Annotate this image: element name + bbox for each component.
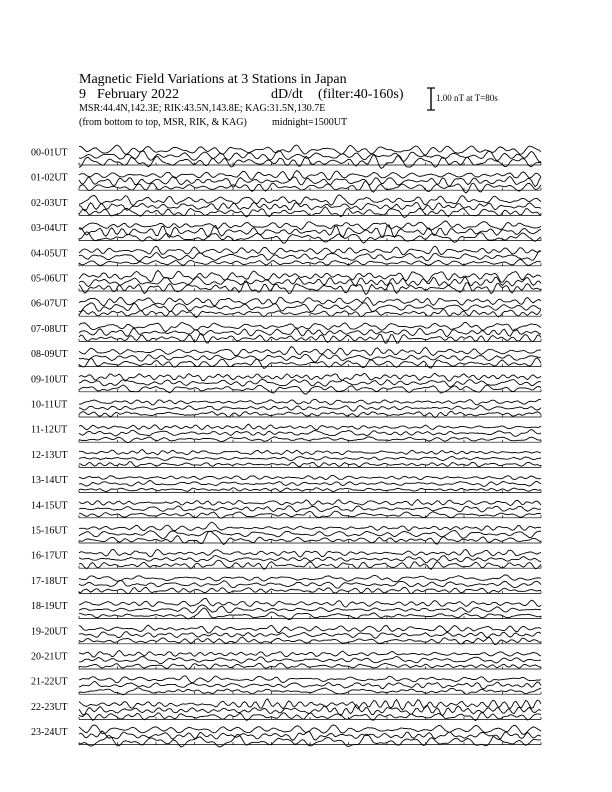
trace-kag [79,145,541,155]
hour-row [31,145,541,168]
trace-kag [79,475,541,479]
trace-kag [79,424,541,430]
trace-kag [79,399,541,405]
trace-rik [79,328,541,337]
trace-kag [79,625,541,633]
hour-row [31,650,541,669]
trace-rik [79,151,541,162]
hour-label: 08-09UT [31,349,68,361]
trace-kag [79,297,541,306]
trace-rik [79,202,541,211]
hour-label: 06-07UT [31,298,68,310]
hour-row [31,699,541,721]
hour-row [31,399,541,417]
trace-rik [79,657,541,664]
trace-rik [79,632,541,639]
trace-kag [79,650,541,657]
hour-row [31,450,541,468]
scale-bar-label: 1.00 nT at T=80s [436,93,498,103]
trace-rik [79,277,541,287]
minute-ticks [79,742,541,745]
minute-ticks [79,238,541,241]
hour-label: 13-14UT [31,475,68,487]
hour-row [31,475,541,493]
minute-ticks [79,591,541,594]
hour-label: 18-19UT [31,601,68,613]
trace-rik [79,681,541,689]
trace-rik [79,303,541,312]
trace-kag [79,195,541,206]
hour-label: 00-01UT [31,147,68,159]
trace-rik [79,456,541,461]
minute-ticks [79,465,541,468]
trace-kag [79,450,541,455]
trace-kag [79,499,541,505]
hour-label: 22-23UT [31,701,68,713]
hour-label: 07-08UT [31,323,68,335]
hour-row [31,373,541,394]
chart-filter: (filter:40-160s) [318,87,404,102]
hour-label: 21-22UT [31,676,68,688]
hour-row [31,676,541,695]
hour-row [31,549,541,569]
chart-title: Magnetic Field Variations at 3 Stations in Japan [79,72,347,87]
chart-day: 9 [79,87,86,102]
hour-label: 17-18UT [31,575,68,587]
hour-label: 12-13UT [31,449,68,461]
scale-bar [427,88,435,110]
hour-row [31,171,541,193]
hour-label: 20-21UT [31,651,68,663]
hour-row [31,195,541,218]
trace-msr [79,181,541,193]
chart-month-year: February 2022 [97,87,180,102]
hour-label: 04-05UT [31,248,68,260]
hour-label: 01-02UT [31,172,68,184]
trace-kag [79,522,541,531]
trace-kag [79,221,541,230]
trace-rik [79,530,541,538]
station-coordinates: MSR:44.4N,142.3E; RIK:43.5N,143.8E; KAG:31.5N,130.7E [79,103,326,114]
trace-kag [79,270,541,282]
minute-ticks [79,490,541,493]
hour-label: 10-11UT [31,399,68,411]
trace-msr [79,155,541,169]
trace-rik [79,406,541,412]
trace-kag [79,347,541,356]
trace-rik [79,355,541,363]
trace-msr [79,734,541,747]
hour-row [31,522,541,544]
hour-row [31,598,541,619]
hour-row [31,625,541,645]
hour-row [31,575,541,594]
hour-label: 19-20UT [31,626,68,638]
hour-row [31,221,541,243]
chart-component: dD/dt [271,87,303,102]
trace-kag [79,549,541,557]
hour-label: 15-16UT [31,525,68,537]
hour-label: 11-12UT [31,424,68,436]
trace-kag [79,575,541,582]
station-order-note: (from bottom to top, MSR, RIK, & KAG) [79,117,247,128]
hour-row [31,322,541,343]
hour-label: 14-15UT [31,500,68,512]
trace-rik [79,705,541,716]
hour-row [31,297,541,317]
trace-kag [79,246,541,255]
hour-label: 03-04UT [31,223,68,235]
trace-rik [79,430,541,437]
hour-row [31,246,541,266]
trace-kag [79,676,541,683]
hour-label: 09-10UT [31,374,68,386]
trace-msr [79,232,541,243]
trace-kag [79,171,541,180]
hour-label: 05-06UT [31,273,68,285]
trace-rik [79,480,541,486]
trace-rik [79,580,541,588]
hour-label: 02-03UT [31,197,68,209]
hour-label: 23-24UT [31,727,68,739]
trace-rik [79,251,541,261]
midnight-note: midnight=1500UT [272,117,348,128]
hour-label: 16-17UT [31,550,68,562]
trace-rik [79,605,541,613]
hour-row [31,499,541,518]
hour-row [31,424,541,443]
trace-kag [79,598,541,607]
trace-kag [79,699,541,710]
trace-rik [79,379,541,387]
trace-rik [79,506,541,512]
hour-row [31,725,541,747]
hour-row [31,347,541,369]
hour-rows [31,145,541,747]
hour-row [31,270,541,294]
